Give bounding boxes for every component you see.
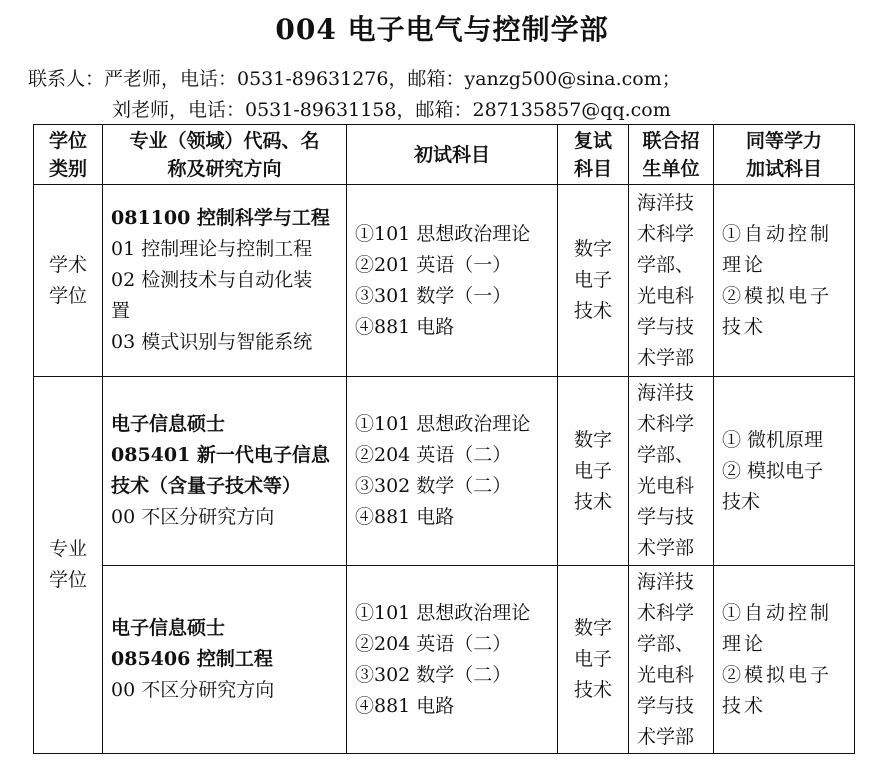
contact-line-1: 联系人：严老师，电话：0531-89631276，邮箱：yanzg500@sina.com； [28,68,681,90]
header-extra-exam: 同等学力 加试科目 [714,125,855,185]
joint-unit-cell: 海洋技 术科学 学部、 光电科 学与技 术学部 [629,377,714,566]
header-joint-unit: 联合招 生单位 [629,125,714,185]
joint-unit-cell: 海洋技 术科学 学部、 光电科 学与技 术学部 [629,566,714,754]
table-row [34,185,855,377]
header-initial-exam: 初试科目 [347,125,558,185]
retest-cell: 数字 电子 技术 [558,185,629,377]
extra-exam-cell: ①自动控制 理论 ②模拟电子 技术 [714,566,855,754]
major-cell: 电子信息硕士 085406 控制工程 00 不区分研究方向 [103,566,347,754]
header-degree-type: 学位 类别 [34,125,103,185]
major-cell: 电子信息硕士 085401 新一代电子信息 技术（含量子技术等） 00 不区分研究方向 [103,377,347,566]
header-retest: 复试 科目 [558,125,629,185]
table-header-row [34,125,855,185]
retest-cell: 数字 电子 技术 [558,377,629,566]
major-cell: 081100 控制科学与工程 01 控制理论与控制工程 02 检测技术与自动化装 置 03 模式识别与智能系统 [103,185,347,377]
page-title: 004 电子电气与控制学部 [275,13,609,46]
retest-cell: 数字 电子 技术 [558,566,629,754]
table-row [34,566,855,754]
joint-unit-cell: 海洋技 术科学 学部、 光电科 学与技 术学部 [629,185,714,377]
table-row [34,377,855,566]
exam-cell: ①101 思想政治理论 ②204 英语（二） ③302 数学（二） ④881 电路 [347,566,558,754]
contact-line-2: 刘老师，电话：0531-89631158，邮箱：287135857@qq.com [112,99,671,121]
extra-exam-cell: ① 微机原理 ② 模拟电子 技术 [714,377,855,566]
extra-exam-cell: ①自动控制 理论 ②模拟电子 技术 [714,185,855,377]
exam-cell: ①101 思想政治理论 ②204 英语（二） ③302 数学（二） ④881 电路 [347,377,558,566]
exam-cell: ①101 思想政治理论 ②201 英语（一） ③301 数学（一） ④881 电路 [347,185,558,377]
header-major: 专业（领域）代码、名 称及研究方向 [103,125,347,185]
degree-type-cell: 专业 学位 [34,377,103,754]
admissions-table [33,124,855,754]
degree-type-cell: 学术 学位 [34,185,103,377]
